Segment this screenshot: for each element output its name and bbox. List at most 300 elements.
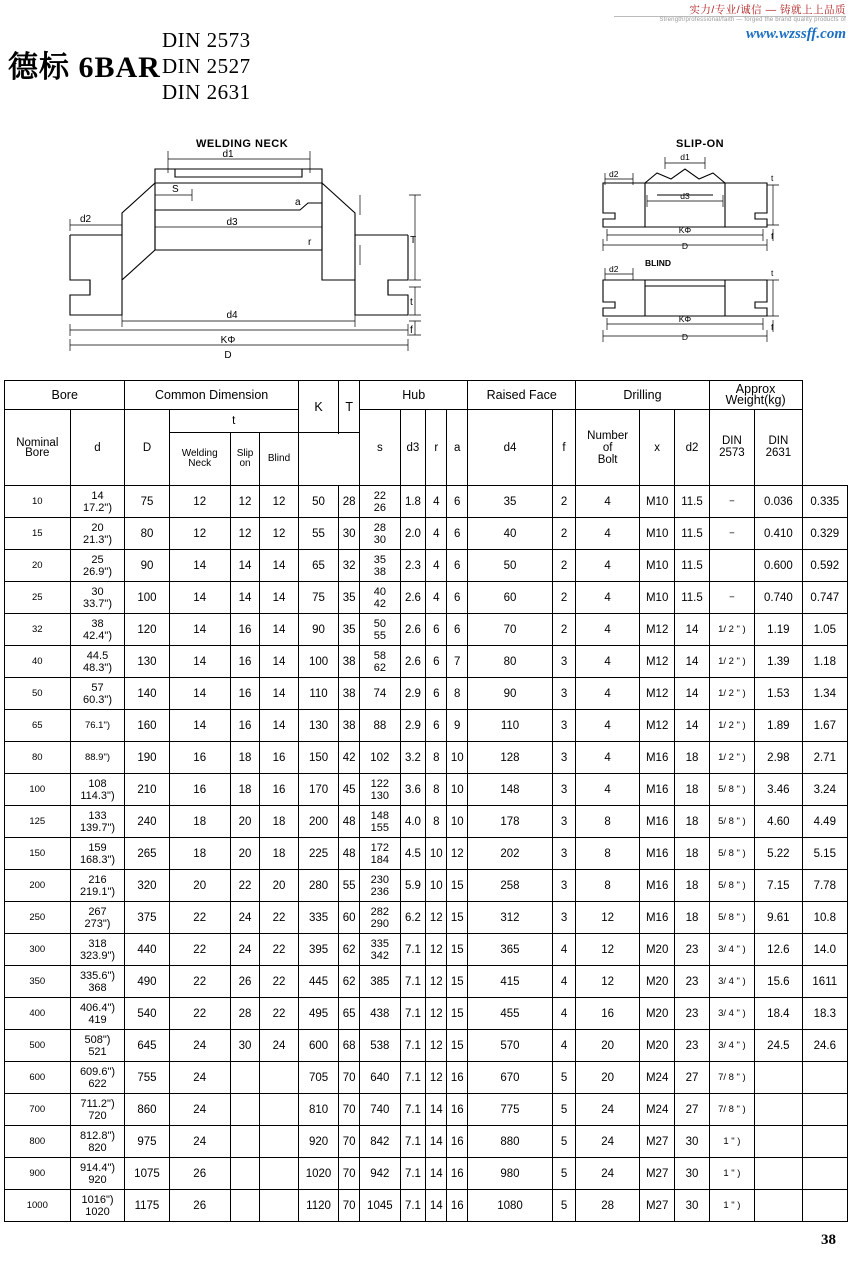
cell-tw: 24 — [169, 1126, 230, 1158]
cell-r: 8 — [426, 806, 447, 838]
cell-ts: 18 — [230, 774, 259, 806]
cell-T: 35 — [339, 582, 360, 614]
cell-d4: 35 — [468, 486, 553, 518]
cell-tb: 22 — [260, 902, 299, 934]
cell-d4: 258 — [468, 870, 553, 902]
cell-x: M24 — [639, 1062, 674, 1094]
cell-line: 622 — [88, 1077, 107, 1090]
cell-d4: 128 — [468, 742, 553, 774]
cell-w2573: 1.39 — [755, 646, 802, 678]
table-row — [5, 1190, 848, 1222]
cell-tw: 16 — [169, 742, 230, 774]
cell-w2631: 0.592 — [802, 550, 847, 582]
table-row — [5, 614, 848, 646]
cell-nb: 25 — [5, 582, 71, 614]
cell-w2573: 0.740 — [755, 582, 802, 614]
cell-a: 16 — [447, 1094, 468, 1126]
cell-d2: 11.5 — [675, 518, 709, 550]
cell-f: 4 — [552, 998, 576, 1030]
cell-line: 323.9") — [79, 949, 116, 962]
cell-line: 711.2") — [80, 1097, 115, 1110]
cell-a: 15 — [447, 902, 468, 934]
cell-r: 6 — [426, 614, 447, 646]
cell-a: 10 — [447, 774, 468, 806]
cell-line: 30 — [91, 585, 104, 598]
cell-D: 375 — [125, 902, 169, 934]
svg-text:T: T — [410, 235, 417, 246]
cell-w2631: 0.335 — [802, 486, 847, 518]
welding-neck-l2: Neck — [188, 458, 212, 469]
cell-f: 2 — [552, 582, 576, 614]
cell-dd2 — [709, 550, 755, 582]
cell-f: 2 — [552, 518, 576, 550]
cell-K: 110 — [298, 678, 338, 710]
cell-w2631: 0.747 — [802, 582, 847, 614]
cell-r: 12 — [426, 934, 447, 966]
col-t-welding-neck — [169, 433, 230, 486]
cell-ts: 12 — [230, 518, 259, 550]
cell-w2573: 24.5 — [755, 1030, 802, 1062]
cell-line: 14 — [91, 489, 104, 502]
cell-dd2: 1/ 2 " ) — [709, 646, 755, 678]
cell-line: 26 — [373, 501, 386, 514]
cell-r: 14 — [426, 1190, 447, 1222]
cell-d2: 18 — [675, 742, 709, 774]
svg-text:d1: d1 — [680, 152, 690, 162]
cell-d4: 50 — [468, 550, 553, 582]
svg-text:f: f — [410, 325, 413, 336]
cell-tw: 24 — [169, 1030, 230, 1062]
cell-w2631: 1.67 — [802, 710, 847, 742]
cell-line: 609.6") — [79, 1065, 116, 1078]
cell-f: 3 — [552, 774, 576, 806]
table-subheader-row-1 — [5, 410, 848, 433]
cell-T: 65 — [339, 998, 360, 1030]
cell-d2: 18 — [675, 870, 709, 902]
cell-line: 720 — [88, 1109, 107, 1122]
table-row — [5, 550, 848, 582]
page-number: 38 — [821, 1232, 836, 1248]
cell-line: 406.4") — [79, 1001, 116, 1014]
cell-K: 100 — [298, 646, 338, 678]
cell-s — [360, 838, 400, 870]
cell-d3: 7.1 — [400, 934, 426, 966]
cell-line: 236 — [370, 885, 390, 898]
cell-line: 184 — [370, 853, 390, 866]
cell-s — [360, 870, 400, 902]
cell-a: 15 — [447, 966, 468, 998]
cell-w2631: 5.15 — [802, 838, 847, 870]
cell-D: 100 — [125, 582, 169, 614]
cell-d3: 2.6 — [400, 582, 426, 614]
cell-line: 38 — [91, 617, 104, 630]
cell-f: 3 — [552, 678, 576, 710]
cell-d2: 23 — [675, 934, 709, 966]
cell-T: 60 — [339, 902, 360, 934]
cell-tw: 12 — [169, 486, 230, 518]
cell-line: 33.7") — [83, 597, 112, 610]
cell-f: 4 — [552, 934, 576, 966]
cell-d — [70, 902, 125, 934]
cell-nb: 250 — [5, 902, 71, 934]
cell-d3: 3.2 — [400, 742, 426, 774]
cell-s: 1045 — [360, 1190, 400, 1222]
cell-a: 16 — [447, 1062, 468, 1094]
cell-tb: 14 — [260, 678, 299, 710]
cell-ts: 16 — [230, 646, 259, 678]
cell-f: 4 — [552, 1030, 576, 1062]
cell-bolt: 12 — [576, 934, 640, 966]
cell-d2: 30 — [675, 1126, 709, 1158]
cell-bolt: 28 — [576, 1190, 640, 1222]
cell-D: 90 — [125, 550, 169, 582]
cell-D: 860 — [125, 1094, 169, 1126]
cell-d2: 14 — [675, 710, 709, 742]
cell-r: 14 — [426, 1094, 447, 1126]
col-din2573-weight — [709, 410, 755, 486]
cell-d — [70, 838, 125, 870]
cell-d4: 415 — [468, 966, 553, 998]
cell-line: 38 — [373, 565, 386, 578]
cell-d3: 2.6 — [400, 614, 426, 646]
slip-on-l2: on — [239, 458, 251, 469]
cell-tw: 22 — [169, 902, 230, 934]
col-number-of-bolt — [576, 410, 640, 486]
svg-text:D: D — [681, 332, 689, 342]
cell-line: 57 — [91, 681, 104, 694]
cell-nb: 700 — [5, 1094, 71, 1126]
cell-nb: 100 — [5, 774, 71, 806]
cell-D: 755 — [125, 1062, 169, 1094]
cell-d4: 670 — [468, 1062, 553, 1094]
cell-bolt: 4 — [576, 614, 640, 646]
col-t-blind: Blind — [260, 433, 299, 486]
cell-K: 1020 — [298, 1158, 338, 1190]
cell-T: 62 — [339, 966, 360, 998]
cell-r: 6 — [426, 646, 447, 678]
cell-tw: 24 — [169, 1062, 230, 1094]
cell-K: 1120 — [298, 1190, 338, 1222]
cell-tw: 14 — [169, 550, 230, 582]
cell-T: 70 — [339, 1062, 360, 1094]
cell-d — [70, 1094, 125, 1126]
cell-line: 114.3") — [80, 789, 115, 802]
cell-a: 8 — [447, 678, 468, 710]
cell-bolt: 8 — [576, 806, 640, 838]
cell-r: 12 — [426, 998, 447, 1030]
cell-d3: 2.9 — [400, 710, 426, 742]
figure-label-blind: BLIND — [645, 258, 671, 268]
cell-d4: 40 — [468, 518, 553, 550]
cell-T: 62 — [339, 934, 360, 966]
cell-r: 8 — [426, 774, 447, 806]
din2573-l2: 2573 — [719, 446, 745, 459]
cell-line: 48.3") — [83, 661, 112, 674]
page-title: 德标 6BAR — [8, 51, 161, 84]
cell-K: 130 — [298, 710, 338, 742]
cell-d4: 110 — [468, 710, 553, 742]
cell-nb: 800 — [5, 1126, 71, 1158]
cell-x: M16 — [639, 838, 674, 870]
cell-line: 58 — [373, 649, 386, 662]
cell-line: 290 — [370, 917, 390, 930]
cell-s: 102 — [360, 742, 400, 774]
group-bore: Bore — [5, 381, 125, 410]
cell-a: 12 — [447, 838, 468, 870]
svg-text:a: a — [295, 197, 301, 208]
cell-line: 521 — [88, 1045, 107, 1058]
cell-d3: 2.0 — [400, 518, 426, 550]
cell-dd2: 5/ 8 " ) — [709, 774, 755, 806]
svg-text:S: S — [172, 184, 179, 195]
cell-dd2: 3/ 4 " ) — [709, 998, 755, 1030]
cell-bolt: 8 — [576, 838, 640, 870]
cell-tw: 14 — [169, 710, 230, 742]
cell-a: 6 — [447, 582, 468, 614]
cell-bolt: 12 — [576, 902, 640, 934]
cell-w2631: 2.71 — [802, 742, 847, 774]
cell-bolt: 4 — [576, 678, 640, 710]
cell-x: M27 — [639, 1126, 674, 1158]
cell-w2573: 15.6 — [755, 966, 802, 998]
col-s: s — [360, 410, 400, 486]
col-r: r — [426, 410, 447, 486]
welding-neck-drawing — [60, 149, 460, 361]
cell-K: 90 — [298, 614, 338, 646]
cell-tb: 16 — [260, 774, 299, 806]
cell-line: 20 — [91, 521, 104, 534]
cell-nb: 32 — [5, 614, 71, 646]
cell-x: M24 — [639, 1094, 674, 1126]
group-approx-weight — [709, 381, 802, 410]
cell-a: 10 — [447, 806, 468, 838]
cell-r: 6 — [426, 678, 447, 710]
cell-K: 225 — [298, 838, 338, 870]
cell-d2: 23 — [675, 998, 709, 1030]
cell-tw: 14 — [169, 646, 230, 678]
cell-d — [70, 582, 125, 614]
cell-d — [70, 614, 125, 646]
cell-dd2: 5/ 8 " ) — [709, 870, 755, 902]
cell-d — [70, 998, 125, 1030]
cell-ts: 24 — [230, 934, 259, 966]
cell-s: 740 — [360, 1094, 400, 1126]
cell-dd2: 1 " ) — [709, 1126, 755, 1158]
cell-d3: 7.1 — [400, 1062, 426, 1094]
svg-text:t: t — [410, 297, 413, 308]
svg-text:D: D — [681, 241, 689, 251]
cell-x: M20 — [639, 934, 674, 966]
svg-text:KΦ: KΦ — [678, 314, 692, 324]
cell-tw: 14 — [169, 614, 230, 646]
cell-T: 38 — [339, 646, 360, 678]
cell-D: 440 — [125, 934, 169, 966]
cell-line: 508") — [84, 1033, 111, 1046]
cell-tb: 22 — [260, 966, 299, 998]
cell-r: 4 — [426, 582, 447, 614]
cell-bolt: 4 — [576, 518, 640, 550]
cell-s — [360, 806, 400, 838]
svg-text:t: t — [771, 268, 774, 278]
col-d4: d4 — [468, 410, 553, 486]
cell-tw: 16 — [169, 774, 230, 806]
cell-dd2: 5/ 8 " ) — [709, 902, 755, 934]
cell-d4: 148 — [468, 774, 553, 806]
cell-d3: 7.1 — [400, 1190, 426, 1222]
cell-w2631 — [802, 1062, 847, 1094]
cell-tb: 18 — [260, 838, 299, 870]
cell-d3: 2.3 — [400, 550, 426, 582]
svg-text:d1: d1 — [222, 149, 234, 160]
cell-K: 705 — [298, 1062, 338, 1094]
cell-a: 15 — [447, 1030, 468, 1062]
cell-d4: 455 — [468, 998, 553, 1030]
cell-x: M10 — [639, 550, 674, 582]
cell-line: 342 — [370, 949, 390, 962]
header-banner — [414, 0, 852, 40]
cell-ts — [230, 1094, 259, 1126]
cell-f: 5 — [552, 1094, 576, 1126]
cell-d3: 7.1 — [400, 1030, 426, 1062]
cell-line: 914.4") — [79, 1161, 116, 1174]
cell-bolt: 4 — [576, 646, 640, 678]
cell-T: 48 — [339, 806, 360, 838]
cell-w2573: 3.46 — [755, 774, 802, 806]
cell-f: 2 — [552, 550, 576, 582]
cell-bolt: 16 — [576, 998, 640, 1030]
svg-text:t: t — [771, 173, 774, 183]
company-website[interactable]: www.wzssff.com — [745, 26, 846, 42]
bolt-l3: Bolt — [597, 453, 618, 466]
cell-w2631: 4.49 — [802, 806, 847, 838]
cell-D: 80 — [125, 518, 169, 550]
cell-dd2: 7/ 8 " ) — [709, 1094, 755, 1126]
cell-a: 6 — [447, 614, 468, 646]
cell-K: 55 — [298, 518, 338, 550]
cell-tw: 22 — [169, 998, 230, 1030]
cell-w2631 — [802, 1126, 847, 1158]
cell-s: 74 — [360, 678, 400, 710]
slip-on-drawing — [585, 152, 785, 251]
cell-line: 219.1") — [79, 885, 116, 898]
cell-dd2: 1/ 2 " ) — [709, 678, 755, 710]
cell-line: 820 — [88, 1141, 107, 1154]
cell-line: 368 — [88, 981, 107, 994]
cell-line: 267 — [88, 905, 107, 918]
cell-tw: 22 — [169, 934, 230, 966]
cell-dd2: 3/ 4 " ) — [709, 966, 755, 998]
cell-line: 28 — [373, 521, 386, 534]
cell-d4: 570 — [468, 1030, 553, 1062]
figure-label-welding-neck: WELDING NECK — [196, 138, 289, 150]
cell-ts: 14 — [230, 582, 259, 614]
cell-nb: 350 — [5, 966, 71, 998]
cell-a: 6 — [447, 486, 468, 518]
cell-x: M16 — [639, 774, 674, 806]
table-row — [5, 646, 848, 678]
cell-K: 335 — [298, 902, 338, 934]
cell-s — [360, 518, 400, 550]
cell-d2: 18 — [675, 902, 709, 934]
cell-x: M10 — [639, 582, 674, 614]
cell-d2: 14 — [675, 678, 709, 710]
cell-r: 10 — [426, 838, 447, 870]
col-T: T — [339, 381, 360, 433]
cell-line: 282 — [370, 905, 390, 918]
cell-line: 42 — [373, 597, 386, 610]
cell-w2573: 1.53 — [755, 678, 802, 710]
cell-line: 148 — [370, 809, 390, 822]
cell-line: 216 — [88, 873, 107, 886]
cell-w2573: 0.036 — [755, 486, 802, 518]
cell-line: 21.3") — [83, 533, 112, 546]
cell-K: 395 — [298, 934, 338, 966]
cell-w2573: 18.4 — [755, 998, 802, 1030]
cell-r: 8 — [426, 742, 447, 774]
group-hub: Hub — [360, 381, 468, 410]
cell-bolt: 12 — [576, 966, 640, 998]
cell-ts: 18 — [230, 742, 259, 774]
cell-x: M10 — [639, 518, 674, 550]
cell-w2573: 4.60 — [755, 806, 802, 838]
cell-tw: 26 — [169, 1158, 230, 1190]
cell-bolt: 4 — [576, 486, 640, 518]
cell-dd2: 1/ 2 " ) — [709, 710, 755, 742]
cell-D: 265 — [125, 838, 169, 870]
cell-nb: 80 — [5, 742, 71, 774]
cell-d2: 27 — [675, 1094, 709, 1126]
cell-ts — [230, 1190, 259, 1222]
cell-bolt: 4 — [576, 710, 640, 742]
blind-drawing — [585, 258, 785, 348]
cell-bolt: 20 — [576, 1030, 640, 1062]
cell-line: 920 — [88, 1173, 107, 1186]
cell-x: M27 — [639, 1158, 674, 1190]
svg-text:f: f — [771, 231, 774, 241]
cell-d3: 7.1 — [400, 1094, 426, 1126]
cell-d3: 4.0 — [400, 806, 426, 838]
cell-tw: 26 — [169, 1190, 230, 1222]
cell-ts: 24 — [230, 902, 259, 934]
cell-line: 50 — [373, 617, 386, 630]
cell-nb: 50 — [5, 678, 71, 710]
cell-D: 140 — [125, 678, 169, 710]
cell-s: 438 — [360, 998, 400, 1030]
standards-list — [162, 27, 251, 105]
cell-D: 320 — [125, 870, 169, 902]
cell-d — [70, 678, 125, 710]
cell-nb: 200 — [5, 870, 71, 902]
cell-s: 640 — [360, 1062, 400, 1094]
col-a: a — [447, 410, 468, 486]
cell-s: 385 — [360, 966, 400, 998]
cell-line: 139.7") — [79, 821, 116, 834]
cell-s: 538 — [360, 1030, 400, 1062]
cell-D: 540 — [125, 998, 169, 1030]
cell-r: 12 — [426, 1062, 447, 1094]
col-K: K — [298, 381, 338, 433]
cell-T: 38 — [339, 710, 360, 742]
cell-d — [70, 518, 125, 550]
cell-line: 812.8") — [79, 1129, 116, 1142]
cell-x: M12 — [639, 614, 674, 646]
bolt-l2: of — [602, 441, 613, 454]
cell-tw: 18 — [169, 838, 230, 870]
cell-dd2: − — [709, 486, 755, 518]
cell-line: 44.5 — [86, 649, 109, 662]
cell-a: 16 — [447, 1190, 468, 1222]
cell-d — [70, 934, 125, 966]
